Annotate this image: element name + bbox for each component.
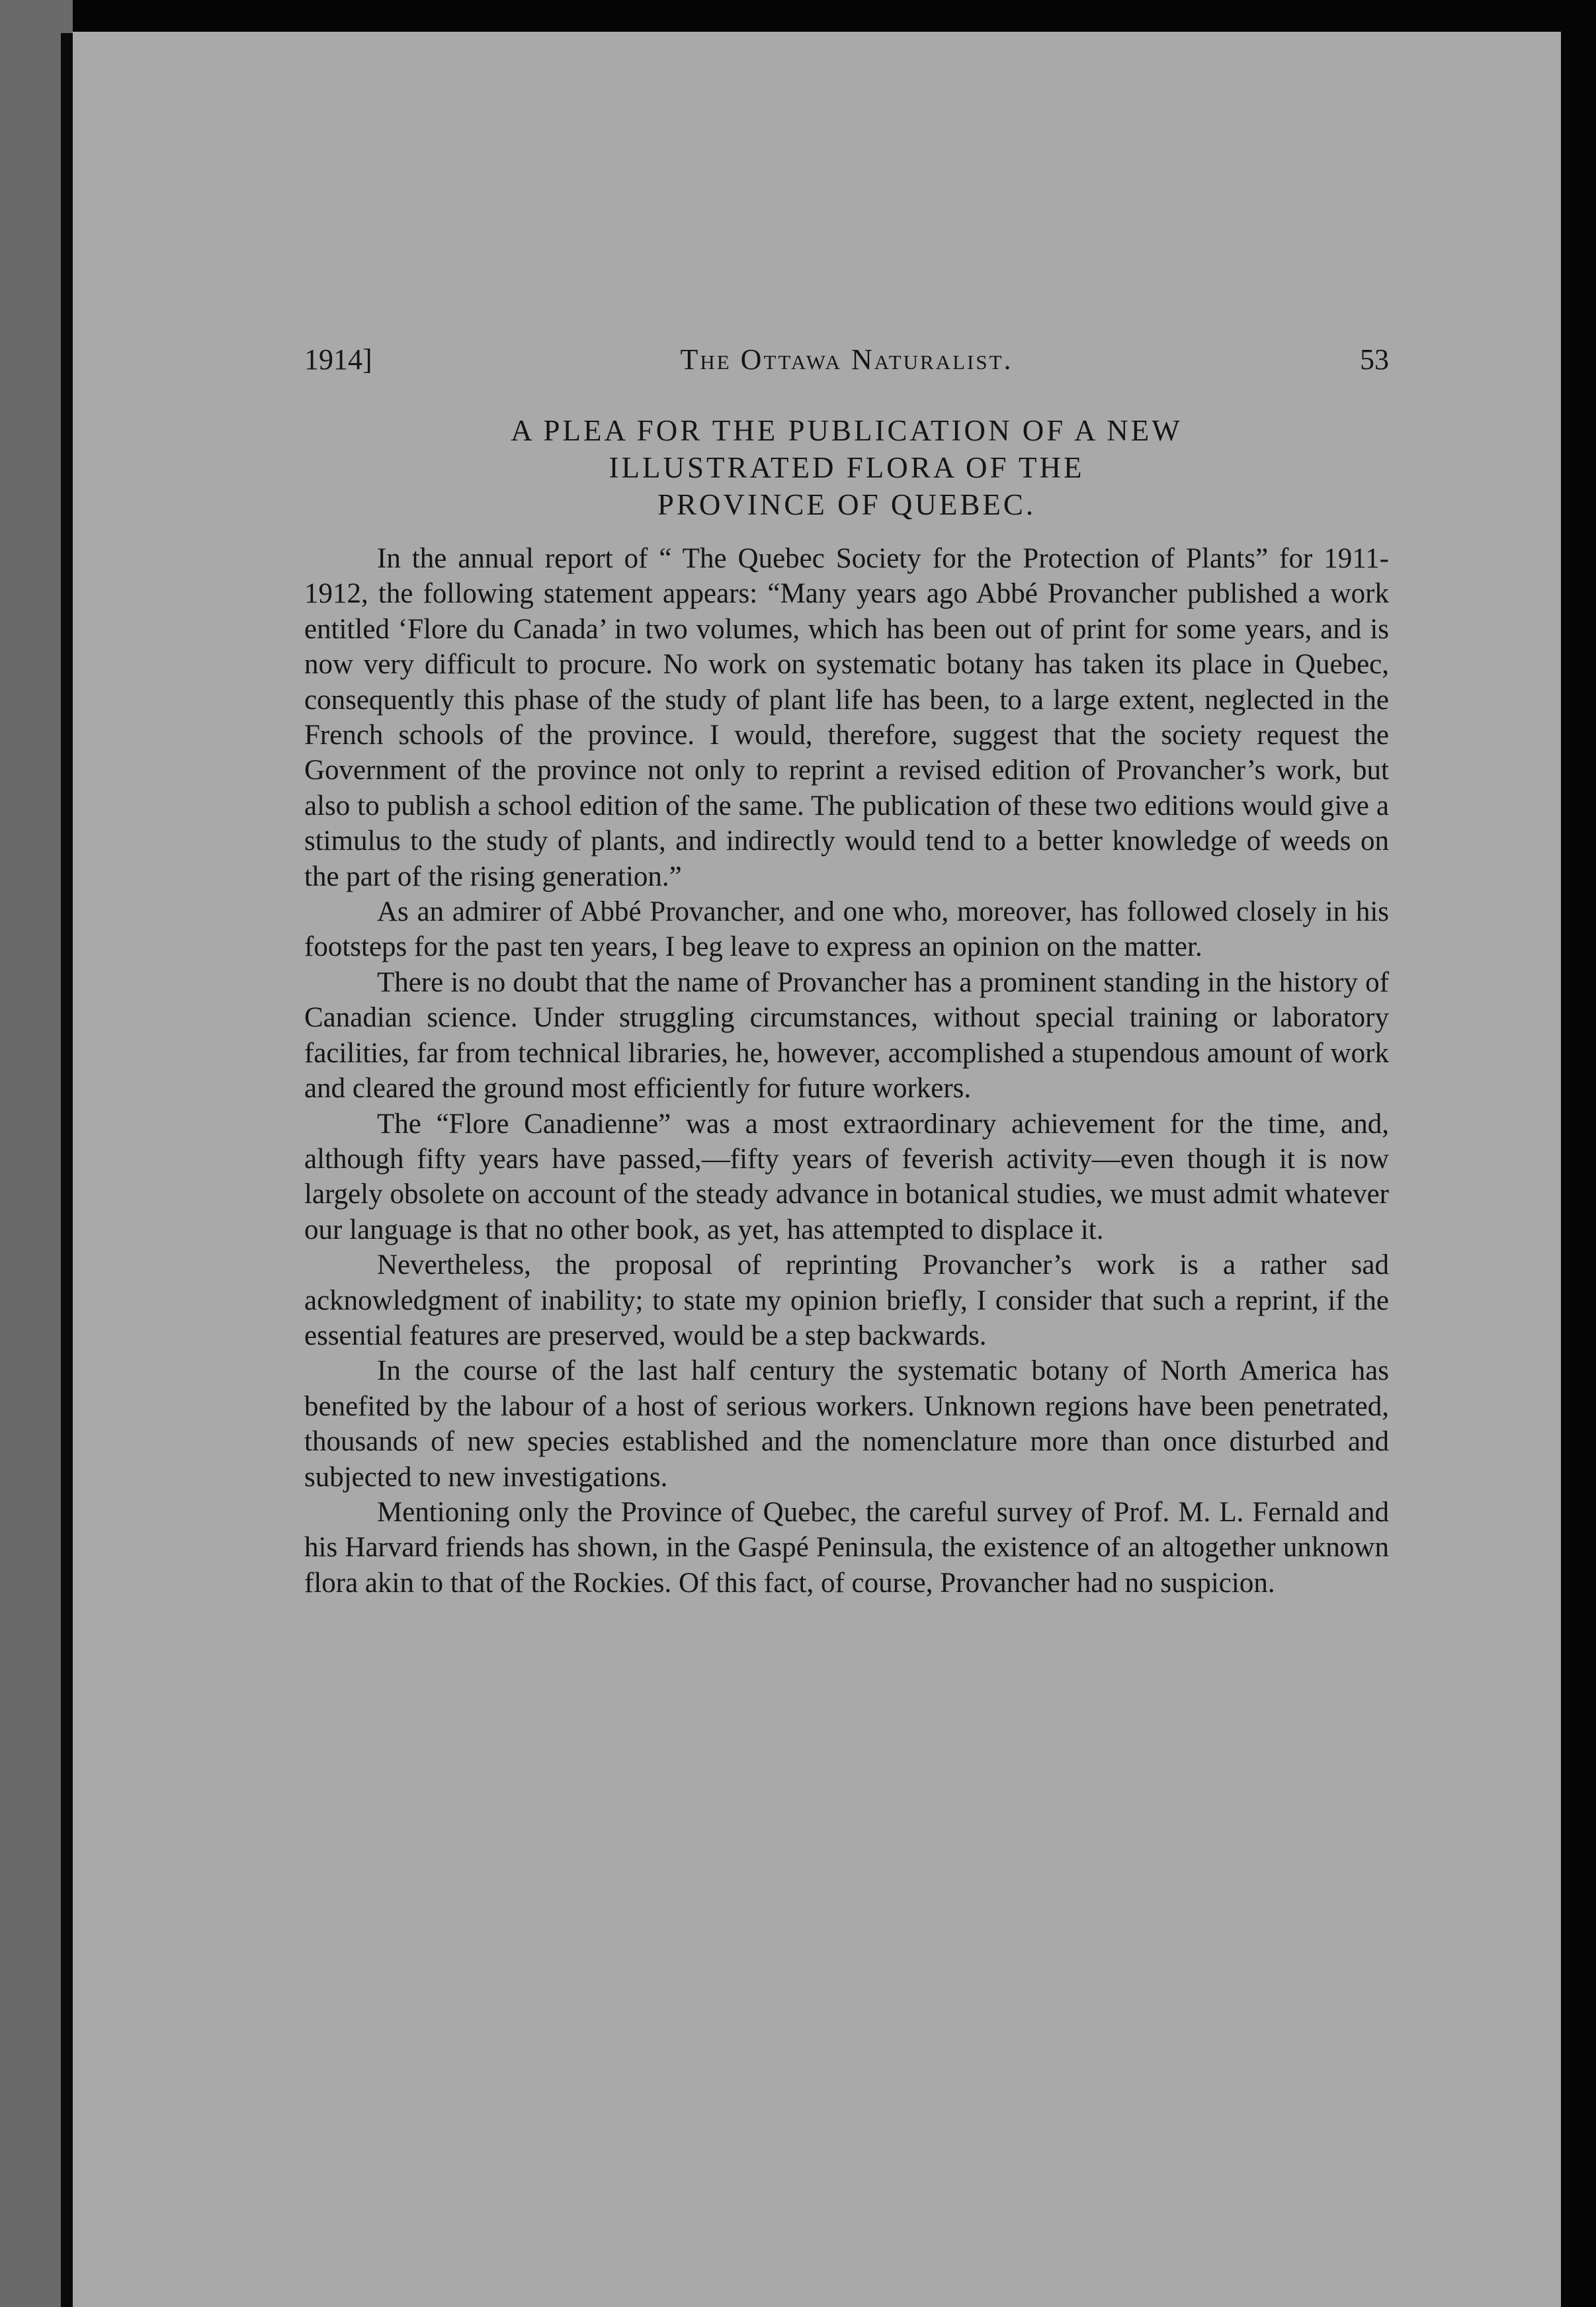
article-title (304, 412, 1389, 523)
running-header (304, 343, 1389, 389)
title-line: A PLEA FOR THE PUBLICATION OF A NEW (511, 414, 1183, 447)
paragraph: There is no doubt that the name of Provancher has a prominent standing in the history of Canadian science. Under struggling circumstances, without special training or laboratory facilities, far from technical libraries, he, however, accomplished a stupendous amount of work and cleared the ground most efficiently for future workers. (304, 966, 1389, 1105)
page-number: 53 (1360, 343, 1389, 376)
paragraph: In the course of the last half century the systematic botany of North America has benefited by the labour of a host of serious workers. Unknown regions have been penetrated, thousands of new species established and the nomenclature more than once disturbed and subjected to new investigations. (304, 1355, 1389, 1493)
journal-title: The Ottawa Naturalist. (680, 343, 1013, 376)
article-body (304, 541, 1389, 1601)
title-line: ILLUSTRATED FLORA OF THE (609, 451, 1085, 484)
title-line: PROVINCE OF QUEBEC. (657, 488, 1036, 521)
paragraph: Mentioning only the Province of Quebec, the careful survey of Prof. M. L. Fernald and his Harvard friends has shown, in the Gaspé Peninsula, the existence of an altogether unknown flora akin to that of the Rockies. Of this fact, of course, Provancher had no suspicion. (304, 1496, 1389, 1599)
header-year: 1914] (304, 343, 372, 376)
book-binding-shadow (61, 33, 73, 2307)
scanned-page (73, 32, 1561, 2307)
paragraph: The “Flore Canadienne” was a most extraordinary achievement for the time, and, although fifty years have passed,—fifty years of feverish activity—even though it is now largely obsolete on account of the steady advance in botanical studies, we must admit whatever our language is that no other book, as yet, has attempted to displace it. (304, 1108, 1389, 1245)
paragraph: In the annual report of “ The Quebec Society for the Protection of Plants” for 1911-1912, the following statement appears: “Many years ago Abbé Provancher published a work entitled ‘Flore du Canada’ in two volumes, which has been out of print for some years, and is now very difficult to procure. No work on systematic botany has taken its place in Quebec, consequently this phase of the study of plant life has been, to a large extent, neglected in the French schools of the province. I would, therefore, suggest that the society request the Government of the province not only to reprint a revised edition of Provancher’s work, but also to publish a school edition of the same. The publication of these two editions would give a stimulus to the study of plants, and indirectly would tend to a better knowledge of weeds on the part of the rising generation.” (304, 543, 1389, 892)
paragraph: As an admirer of Abbé Provancher, and one who, moreover, has followed closely in his footsteps for the past ten years, I beg leave to express an opinion on the matter. (304, 896, 1389, 963)
paragraph: Nevertheless, the proposal of reprinting Provancher’s work is a rather sad acknowledgment of inability; to state my opinion briefly, I consider that such a reprint, if the essential features are preserved, would be a step backwards. (304, 1249, 1389, 1351)
